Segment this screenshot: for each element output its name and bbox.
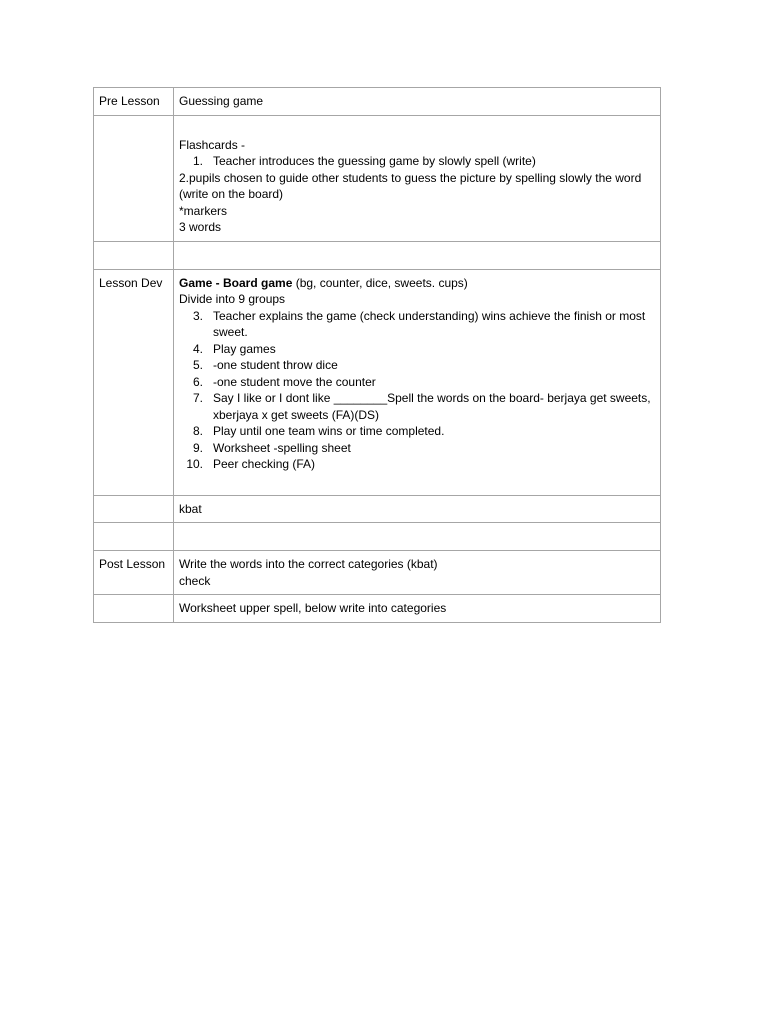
flashcards-heading: Flashcards - xyxy=(179,137,246,152)
table-row-kbat xyxy=(94,495,661,523)
list-item xyxy=(179,357,654,374)
flashcards-cell xyxy=(174,115,661,241)
list-number: 7. xyxy=(192,391,203,405)
flashcards-step-2: 2.pupils chosen to guide other students to guess the picture by spelling slowly the word (write on the board) xyxy=(179,170,642,201)
list-item xyxy=(179,423,654,440)
post-lesson-check: check xyxy=(179,573,211,588)
list-number: 4. xyxy=(192,341,203,356)
blank-line xyxy=(179,121,654,137)
list-item xyxy=(179,153,654,170)
row-label-empty xyxy=(94,495,174,523)
lesson-plan-table xyxy=(93,87,661,623)
list-text: Play until one team wins or time completed. xyxy=(213,424,445,438)
game-title: Game - Board game xyxy=(179,275,296,290)
list-text: Teacher explains the game (check understanding) wins achieve the finish or most sweet. xyxy=(213,308,646,339)
table-row-worksheet xyxy=(94,595,661,623)
row-label-post-lesson: Post Lesson xyxy=(94,551,174,595)
list-text: Say I like or I dont like ________Spell the words on the board- berjaya get sweets, xberjaya x get sweets (FA)(DS) xyxy=(213,391,651,422)
flashcards-list xyxy=(179,153,654,170)
table-row-post-lesson xyxy=(94,551,661,595)
empty-cell xyxy=(174,523,661,551)
list-text: Play games xyxy=(213,341,276,356)
list-number: 3. xyxy=(192,308,203,323)
list-number: 1. xyxy=(192,154,203,168)
post-lesson-cell xyxy=(174,551,661,595)
game-materials: (bg, counter, dice, sweets. cups) xyxy=(295,275,468,290)
list-text: Peer checking (FA) xyxy=(213,457,316,471)
list-item xyxy=(179,341,654,358)
grouping-instruction: Divide into 9 groups xyxy=(179,292,286,306)
lesson-dev-cell xyxy=(174,269,661,495)
kbat-cell: kbat xyxy=(174,495,661,523)
row-label-pre-lesson: Pre Lesson xyxy=(94,88,174,116)
table-row-lesson-dev xyxy=(94,269,661,495)
row-label-empty xyxy=(94,115,174,241)
row-label-lesson-dev: Lesson Dev xyxy=(94,269,174,495)
table-row-pre-lesson xyxy=(94,88,661,116)
list-number: 9. xyxy=(192,440,203,455)
post-lesson-activity: Write the words into the correct categories (kbat) xyxy=(179,557,438,571)
list-item xyxy=(179,308,654,341)
table-row-empty xyxy=(94,241,661,269)
list-item xyxy=(179,390,654,423)
list-number: 5. xyxy=(192,358,203,372)
lesson-dev-heading xyxy=(179,275,654,292)
list-text: Teacher introduces the guessing game by slowly spell (write) xyxy=(213,154,536,168)
lesson-dev-steps xyxy=(179,308,654,473)
empty-cell xyxy=(94,241,174,269)
pre-lesson-activity: Guessing game xyxy=(174,88,661,116)
list-item xyxy=(179,374,654,391)
list-text: Worksheet -spelling sheet xyxy=(213,440,351,455)
row-label-empty xyxy=(94,595,174,623)
flashcards-word-count: 3 words xyxy=(179,220,222,234)
list-number: 6. xyxy=(192,374,203,389)
flashcards-materials: *markers xyxy=(179,203,228,218)
list-item xyxy=(179,456,654,473)
table-row-empty xyxy=(94,523,661,551)
table-row-flashcards xyxy=(94,115,661,241)
list-text: -one student throw dice xyxy=(213,358,338,372)
worksheet-cell: Worksheet upper spell, below write into categories xyxy=(174,595,661,623)
list-number: 8. xyxy=(192,424,203,438)
list-number: 10. xyxy=(186,457,203,471)
empty-cell xyxy=(94,523,174,551)
list-item xyxy=(179,440,654,457)
empty-cell xyxy=(174,241,661,269)
list-text: -one student move the counter xyxy=(213,374,376,389)
